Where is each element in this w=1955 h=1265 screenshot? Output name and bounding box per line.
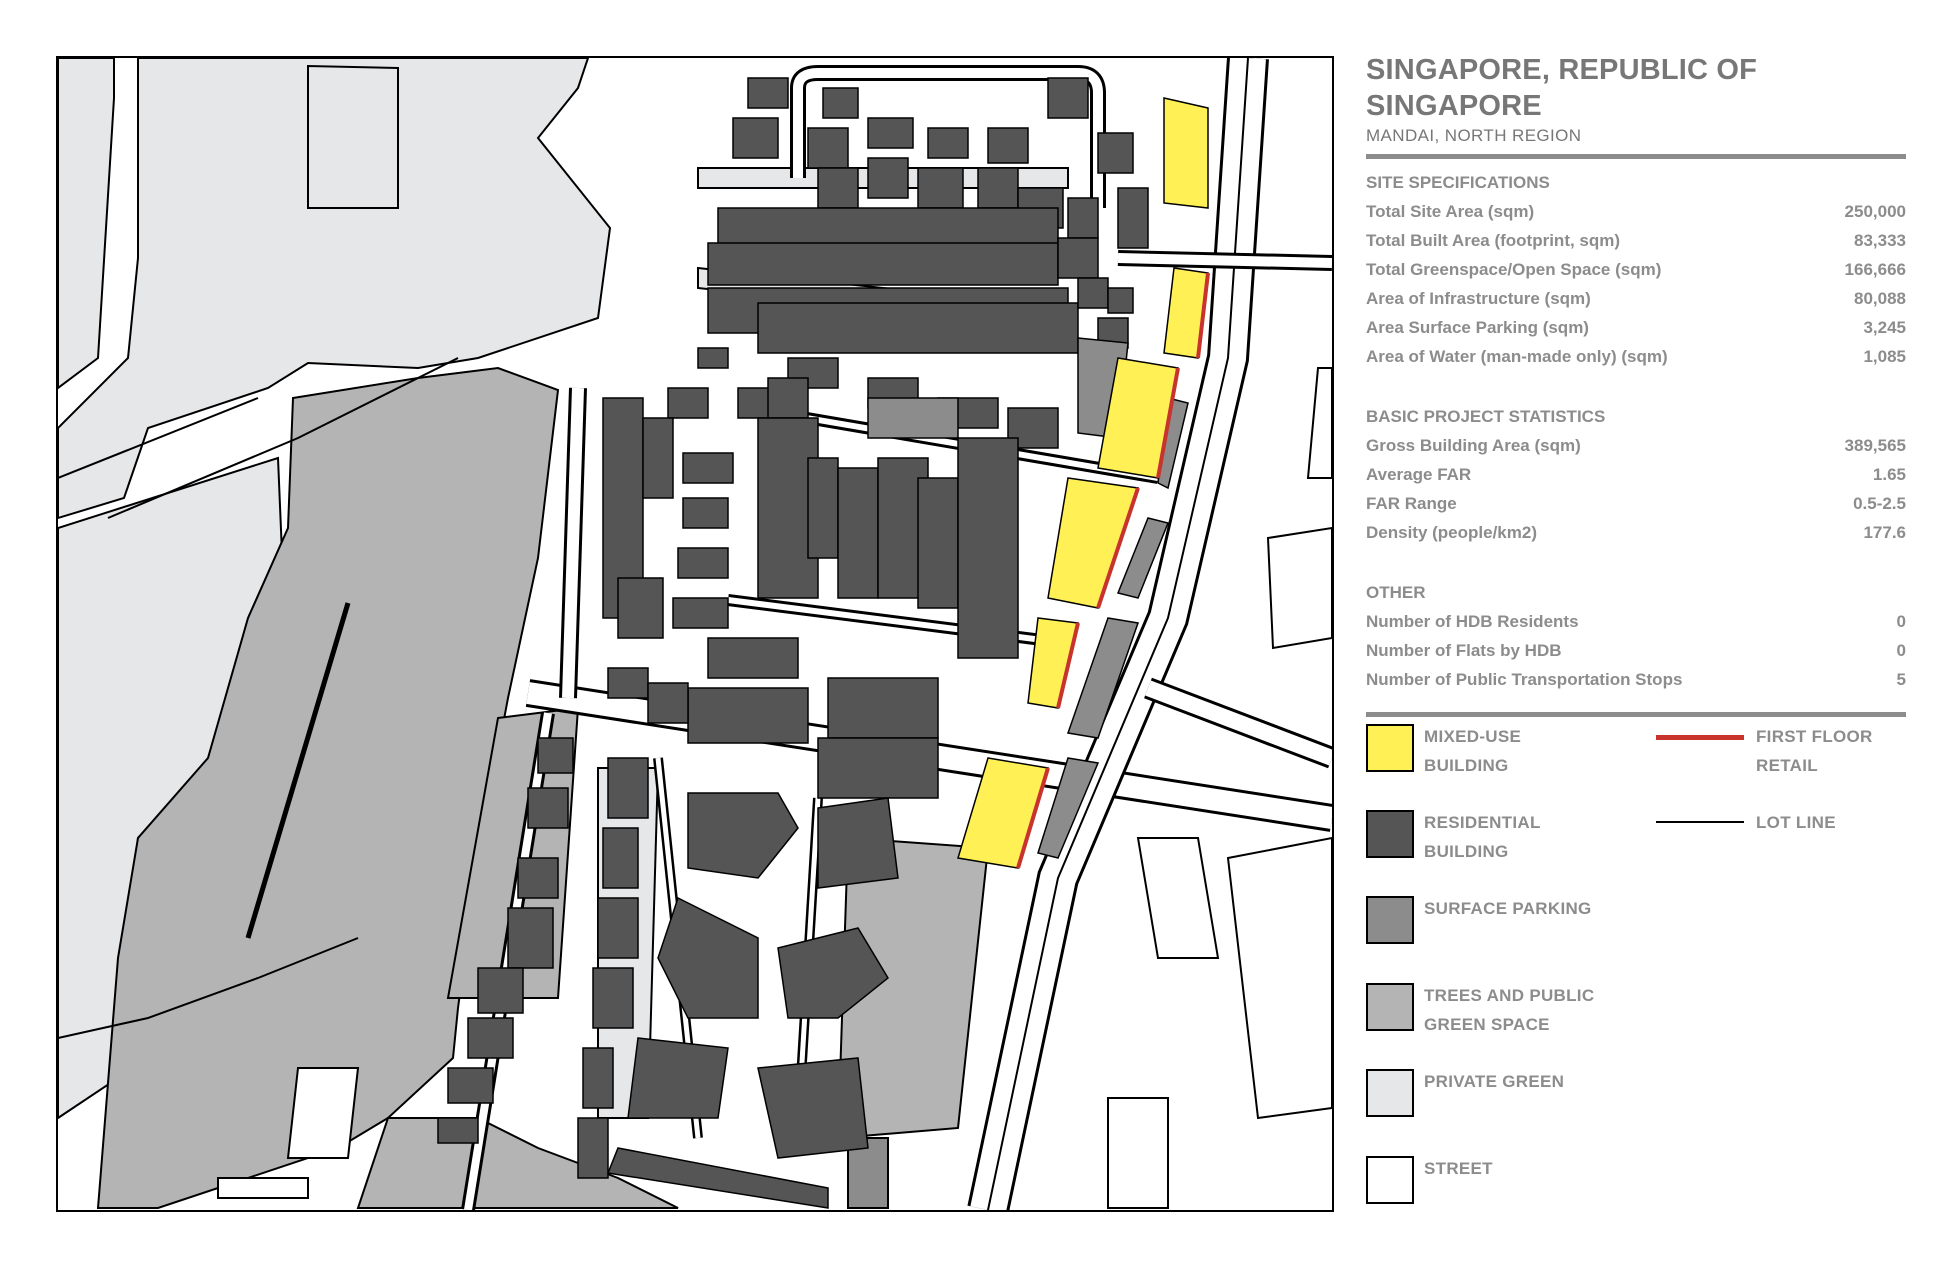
surface-parking-swatch [1366,896,1414,944]
road-north [1118,258,1332,263]
legend-label: LOT LINE [1756,813,1836,832]
mixed-use-swatch [1366,724,1414,772]
stat-label: Total Built Area (footprint, sqm) [1366,231,1621,250]
stat-value: 3,245 [1863,318,1906,337]
other-heading: OTHER [1366,583,1426,602]
divider [1366,712,1906,717]
stat-row [1366,284,1906,313]
legend-label: GREEN SPACE [1424,1015,1550,1034]
offsite-building [288,1068,358,1158]
site-plan-map [56,56,1334,1212]
legend-label: BUILDING [1424,756,1509,775]
stat-value: 0 [1896,612,1906,631]
stat-label: Area of Infrastructure (sqm) [1366,289,1591,308]
street-swatch [1366,1156,1414,1204]
stat-row [1366,460,1906,489]
basic-project-statistics-heading: BASIC PROJECT STATISTICS [1366,407,1606,426]
stat-label: Number of HDB Residents [1366,612,1579,631]
stat-value: 0 [1896,641,1906,660]
stat-value: 389,565 [1844,436,1906,455]
private-green-swatch [1366,1069,1414,1117]
legend-label: BUILDING [1424,842,1509,861]
stat-row [1366,313,1906,342]
divider [1366,154,1906,159]
stat-row [1366,255,1906,284]
stat-label: Gross Building Area (sqm) [1366,436,1581,455]
private-green-area [58,58,114,388]
legend-label: RESIDENTIAL [1424,813,1541,832]
stat-label: FAR Range [1366,494,1457,513]
stat-row [1366,431,1906,460]
legend-label: SURFACE PARKING [1424,899,1592,918]
public-green-swatch [1366,983,1414,1031]
stat-label: Area of Water (man-made only) (sqm) [1366,347,1668,366]
stat-label: Number of Public Transportation Stops [1366,670,1683,689]
stat-row [1366,636,1906,665]
offsite-building [1108,1098,1168,1208]
stat-value: 83,333 [1854,231,1906,250]
legend-label: TREES AND PUBLIC [1424,986,1595,1005]
stat-value: 250,000 [1844,202,1906,221]
stat-label: Density (people/km2) [1366,523,1537,542]
stat-label: Average FAR [1366,465,1472,484]
offsite-building [218,1178,308,1198]
offsite-building [1268,528,1332,648]
stat-value: 80,088 [1854,289,1906,308]
stat-label: Area Surface Parking (sqm) [1366,318,1589,337]
private-green-area [308,66,398,208]
stat-value: 5 [1896,670,1906,689]
stat-value: 1.65 [1872,465,1906,484]
stat-label: Number of Flats by HDB [1366,641,1562,660]
legend-label: FIRST FLOOR [1756,727,1873,746]
legend-label: RETAIL [1756,756,1818,775]
residential-rowhouses [708,208,1078,353]
info-panel [1366,52,1906,727]
legend-label: PRIVATE GREEN [1424,1072,1565,1091]
stat-row [1366,197,1906,226]
retail-line-symbol [1656,735,1744,740]
community-building [868,398,958,438]
legend-label: MIXED-USE [1424,727,1522,746]
site-specifications-heading: SITE SPECIFICATIONS [1366,173,1550,192]
stat-row [1366,518,1906,547]
road-connector [1148,688,1332,758]
offsite-building [1228,838,1332,1118]
stat-value: 1,085 [1863,347,1906,366]
residential-swatch [1366,810,1414,858]
stat-row [1366,342,1906,371]
map-title-line2: SINGAPORE [1366,90,1542,122]
stat-label: Total Site Area (sqm) [1366,202,1535,221]
offsite-building [1308,368,1332,478]
stat-row [1366,489,1906,518]
offsite-building [1138,838,1218,958]
stat-row [1366,665,1906,694]
map-title-line1: SINGAPORE, REPUBLIC OF [1366,54,1758,86]
lot-line-symbol [1656,821,1744,823]
stat-label: Total Greenspace/Open Space (sqm) [1366,260,1662,279]
stat-value: 166,666 [1844,260,1906,279]
stat-row [1366,226,1906,255]
stat-value: 0.5-2.5 [1853,494,1906,513]
stat-value: 177.6 [1863,523,1906,542]
stat-row [1366,607,1906,636]
legend-label: STREET [1424,1159,1493,1178]
site-plan-svg [58,58,1332,1210]
map-subtitle: MANDAI, NORTH REGION [1366,126,1582,145]
